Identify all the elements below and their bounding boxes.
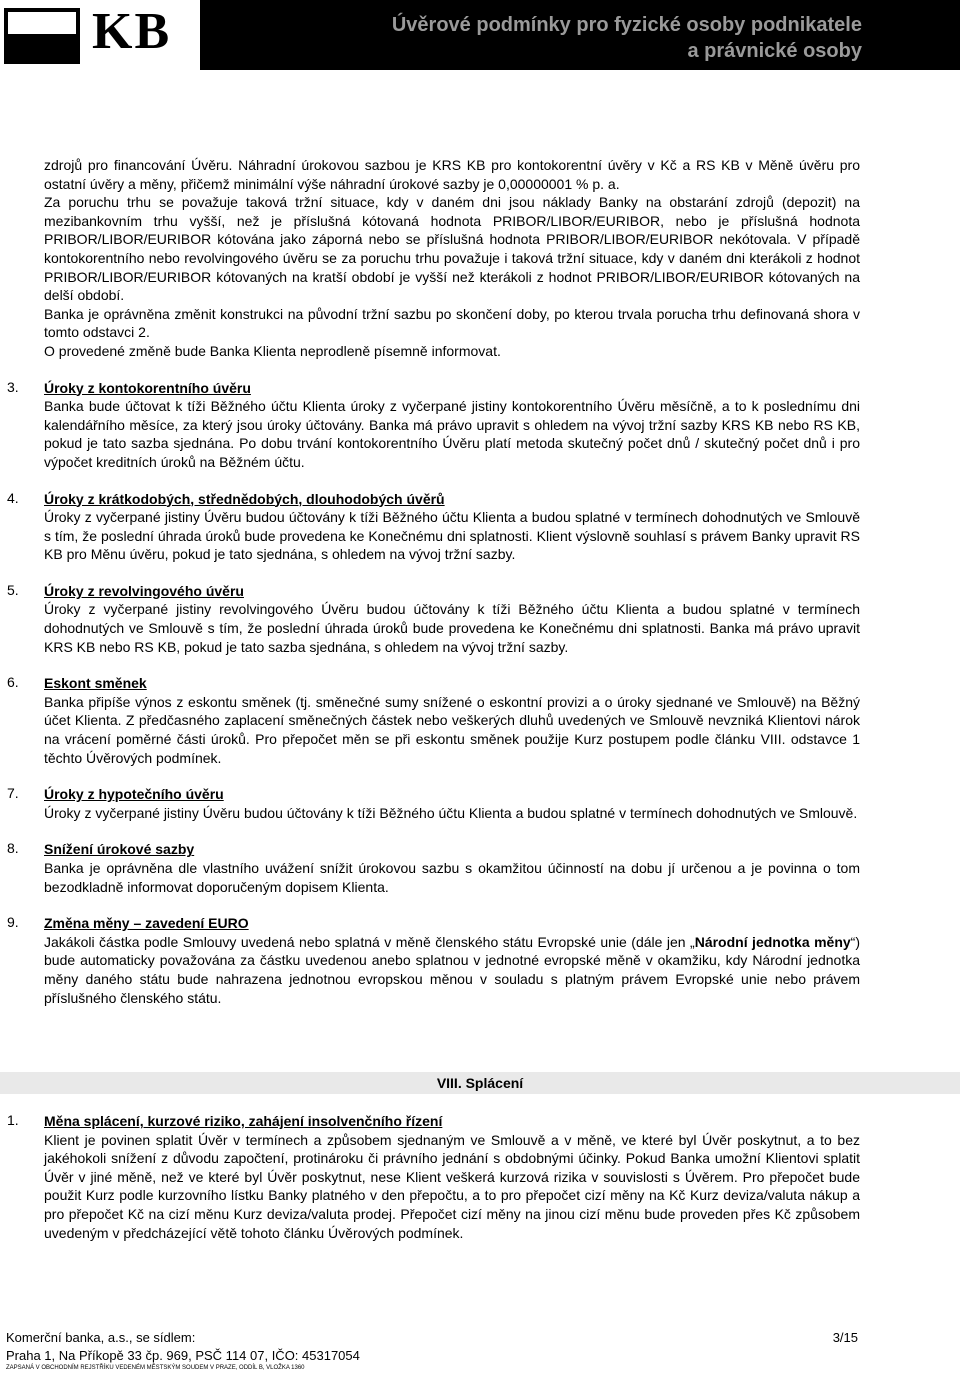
section-text: Banka bude účtovat k tíži Běžného účtu Klienta úroky z vyčerpané jistiny kontokorentního Úvěru měsíčně, a to k poslednímu dni kalendářního měsíce, za který jsou úroky účtovány. Banka má právo upravit s ohledem na vývoj tržní sazby KRS KB nebo RS KB, pokud je tato sazba sjednána. Po dobu trvání kontokorentního Úvěru platí metoda skutečný počet dnů / skutečný počet dnů i pro výpočet kreditních úroků na Běžném účtu. — [44, 398, 860, 470]
section-number: 1. — [7, 1112, 19, 1128]
section-title: Snížení úrokové sazby — [44, 841, 195, 858]
section-text: Banka je oprávněna dle vlastního uvážení snížit úrokovou sazbu s okamžitou účinností na dobu jí určenou a je povinna o tom bezodkladně informovat doporučeným dopisem Klienta. — [44, 860, 860, 895]
footer-company: Komerční banka, a.s., se sídlem: — [6, 1330, 196, 1345]
document-title-line1: Úvěrové podmínky pro fyzické osoby podnikatele — [391, 14, 862, 36]
section-title: Úroky z krátkodobých, střednědobých, dlouhodobých úvěrů — [44, 490, 445, 507]
document-title — [392, 12, 862, 64]
section-number: 8. — [7, 840, 19, 857]
section-title: Eskont směnek — [44, 675, 147, 692]
section-number: 9. — [7, 914, 19, 931]
section-5 — [7, 581, 860, 656]
section-9 — [7, 914, 860, 1007]
section-text-start: Jakákoli částka podle Smlouvy uvedená nebo splatná v měně členského státu Evropské unie (dále jen „ — [44, 933, 695, 950]
section-4 — [7, 489, 860, 564]
market-disruption-paragraph: Za poruchu trhu se považuje taková tržní situace, kdy v daném dni jsou náklady Banky na obstarání zdrojů (depozit) na mezibankovním trhu vyšší, než je příslušná kótovaná hodnota PRIBOR/LIBOR/EURIBOR, nebo je příslušná hodnota PRIBOR/LIBOR/EURIBOR kótována jako záporná nebo se příslušná hodnota PRIBOR/LIBOR/EURIBOR nekótovala. V případě kontokorentního nebo revolvingového úvěru se za poruchu trhu považuje i taková tržní situace, kdy v daném dni kterákoli z hodnot PRIBOR/LIBOR/EURIBOR kótovaných na kratší období je vyšší než kterákoli z hodnot PRIBOR/LIBOR/EURIBOR kótovaných na delší období. — [44, 194, 860, 304]
section-8 — [7, 840, 860, 896]
section-text: Klient je povinen splatit Úvěr v termínech a způsobem sjednaným ve Smlouvě a v měně, ve které byl Úvěr poskytnut, a to bez jakéhokoli snížení z důvodu započtení, protinároku či právního jednání s obdobnými účinky. Pokud Banka umožní Klientovi splatit Úvěr v jiné měně, než ve které byl Úvěr poskytnut, nese Klient veškerá kurzová rizika v souvislosti s Úvěrem. Pro přepočet bude použit Kurz podle kurzovního lístku Banky platného v den přepočtu, a to pro přepočet cizí měny na Kč Kurz deviza/valuta nákup a pro přepočet Kč na cizí měnu Kurz deviza/valuta prodej. Přepočet cizí měny na jinou cizí měnu bude proveden přes Kč způsobem uvedeným v předcházející větě tohoto článku Úvěrových podmínek. — [44, 1131, 860, 1241]
footer-registry: ZAPSANÁ V OBCHODNÍM REJSTŘÍKU VEDENÉM MĚSTSKÝM SOUDEM V PRAZE, ODDÍL B, VLOŽKA 1360 — [6, 1365, 305, 1371]
page-header — [0, 0, 960, 70]
chapter-content — [7, 1112, 860, 1242]
section-text — [44, 933, 860, 1007]
section-title: Změna měny – zavedení EURO — [44, 915, 249, 932]
kb-logo-icon — [4, 8, 80, 64]
section-number: 6. — [7, 674, 19, 691]
logo — [0, 0, 200, 70]
section-text: Banka připíše výnos z eskontu směnek (tj. směnečné sumy snížené o eskontní provizi a o úroky sjednané ve Smlouvě) na Běžný účet Klienta. Z předčasného zaplacení směnečných částek nebo veškerých dluhů uvedených ve Smlouvě nevzniká Klientovi nárok na vrácení poměrné části úroků. Pro přepočet měn se při eskontu směnek použije Kurz postupem podle článku VIII. odstavce 1 těchto Úvěrových podmínek. — [44, 693, 860, 766]
section-number: 3. — [7, 378, 19, 395]
page-footer — [6, 1328, 858, 1371]
chapter-heading: VIII. Splácení — [0, 1072, 960, 1094]
intro-paragraph: zdrojů pro financování Úvěru. Náhradní úrokovou sazbou je KRS KB pro kontokorentní úvěry v Kč a RS KB v Měně úvěru pro ostatní úvěry a měny, přičemž minimální výše náhradní úrokové sazby je 0,00000001 % p. a. — [44, 157, 860, 192]
section-title: Úroky z kontokorentního úvěru — [44, 379, 251, 396]
repayment-section-1 — [7, 1112, 860, 1242]
section-title: Úroky z hypotečního úvěru — [44, 786, 224, 803]
document-title-line2: a právnické osoby — [687, 40, 862, 62]
page-content — [7, 156, 860, 1007]
notification-paragraph: O provedené změně bude Banka Klienta neprodleně písemně informovat. — [44, 342, 501, 359]
section-text: Úroky z vyčerpané jistiny Úvěru budou účtovány k tíži Běžného účtu Klienta a budou splatné v termínech dohodnutých ve Smlouvě s tím, že poslední úhrada úroků bude provedena ke Konečnému dni splatnosti. Klient výslovně souhlasí s právem Banky upravit RS KB pro Měnu úvěru, pokud je tato sjednána, s ohledem na vývoj tržní sazby. — [44, 509, 860, 563]
footer-address: Praha 1, Na Příkopě 33 čp. 969, PSČ 114 07, IČO: 45317054 — [6, 1348, 360, 1363]
logo-text: KB — [92, 3, 172, 60]
section-text: Úroky z vyčerpané jistiny revolvingového Úvěru budou účtovány k tíži Běžného účtu Klienta a budou splatné v termínech dohodnutých ve Smlouvě s tím, že poslední úhrada úroků bude provedena ke Konečnému dni splatnosti. Banka má právo upravit KRS KB nebo RS KB, pokud je tato sazba sjednána, s ohledem na vývoj tržní sazby. — [44, 601, 860, 655]
section-text: Úroky z vyčerpané jistiny Úvěru budou účtovány k tíži Běžného účtu Klienta a budou splatné v termínech dohodnutých ve Smlouvě. — [44, 804, 858, 821]
section-title: Úroky z revolvingového úvěru — [44, 582, 244, 599]
rate-change-paragraph: Banka je oprávněna změnit konstrukci na původní tržní sazbu po skončení doby, po kterou trvala porucha trhu definovaná shora v tomto odstavci 2. — [44, 305, 860, 341]
section-number: 4. — [7, 489, 19, 506]
section-3 — [7, 378, 860, 472]
section-title: Měna splácení, kurzové riziko, zahájení insolvenčního řízení — [44, 1113, 443, 1129]
section-text-end: “) bude automaticky považována za částku uvedenou anebo splatnou v jednotné evropské měně v okamžiku, kdy Národní jednotka měny daného státu bude nahrazena jednotnou evropskou měnou v souladu s platným právem Evropské unie nebo právem příslušného členského státu. — [44, 933, 860, 1006]
section-6 — [7, 674, 860, 767]
defined-term: Národní jednotka měny — [694, 933, 851, 950]
section-7 — [7, 785, 860, 822]
section-number: 5. — [7, 581, 19, 598]
section-number: 7. — [7, 785, 19, 802]
page-number: 3/15 — [832, 1330, 858, 1345]
